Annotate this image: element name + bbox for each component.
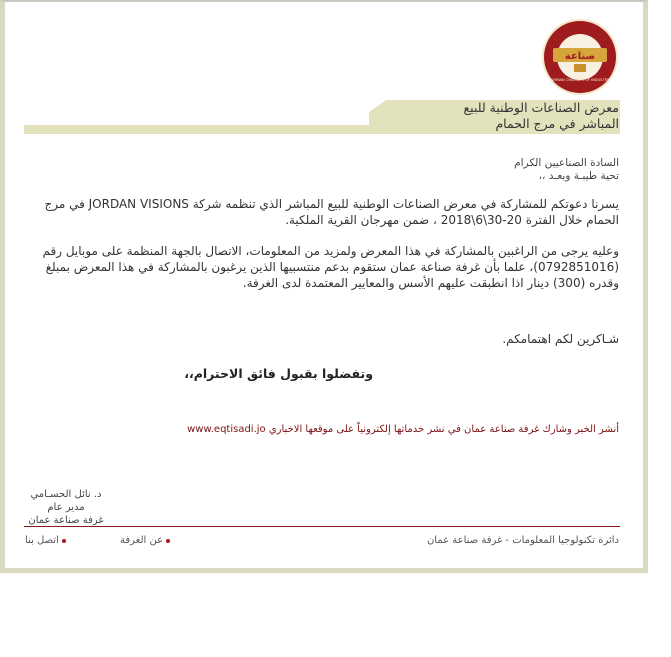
footer-link-about[interactable] (120, 535, 170, 546)
footer-department: دائرة تكنولوجيا المعلومات - غرفة صناعة عمان (426, 535, 619, 546)
greeting-block (319, 157, 619, 183)
signature-block (20, 488, 112, 527)
footer-link-contact[interactable] (25, 535, 66, 546)
footer-link-about-label: عن الغرفة (120, 535, 164, 546)
title-line-1: معرض الصناعات الوطنية للبيع (463, 100, 619, 115)
signer-name: د. نائل الحسـامي (30, 489, 102, 500)
logo-text: صناعة (564, 51, 596, 62)
signer-organization: غرفة صناعة عمان (28, 515, 104, 526)
footer-divider (24, 526, 620, 527)
bullet-icon (166, 539, 170, 543)
chamber-logo (541, 18, 619, 96)
thanks-line: شـاكرين لكم اهتمامكم. (502, 332, 619, 346)
logo-caption: AMMAN CHAMBER OF INDUSTRY (550, 78, 610, 82)
share-link[interactable]: أنشر الخبر وشارك غرفة صناعة عمان في نشر خدماتها إلكترونياً على موقعها الاخباري www.eqtisadi.jo (187, 424, 619, 435)
bullet-icon (62, 539, 66, 543)
paragraph-details: وعليه يرجى من الراغبين بالمشاركة في هذا المعرض ولمزيد من المعلومات، الاتصال بالجهة المنظمة على موبايل رقم (0792851016)، علما بأن غرفة صناعة عمان ستقوم بدعم منتسبيها الذين يرغبون بالمشاركة في هذا المعرض بمبلغ وقدره (300) دينار اذا انطبقت عليهم الأسس والمعايير المعتمدة لدى الغرفة. (42, 244, 619, 290)
salutation: السادة الصناعيين الكرام (514, 157, 619, 169)
closing-line: وتفضلوا بقبول فائق الاحترام،، (184, 366, 373, 381)
title-line-2: المباشر في مرج الحمام (495, 116, 619, 131)
paragraph-invitation: يسرنا دعوتكم للمشاركة في معرض الصناعات الوطنية للبيع المباشر الذي تنظمه شركة JORDAN VISIONS في مرج الحمام خلال الفترة 20-30\6\2018 ، ضمن مهرجان القرية الملكية. (44, 197, 619, 227)
newsletter-title (379, 100, 619, 132)
footer-link-contact-label: اتصل بنا (25, 535, 59, 546)
greeting: تحية طيبـة وبعـد ،، (538, 170, 619, 182)
signer-title: مدير عام (47, 502, 85, 513)
